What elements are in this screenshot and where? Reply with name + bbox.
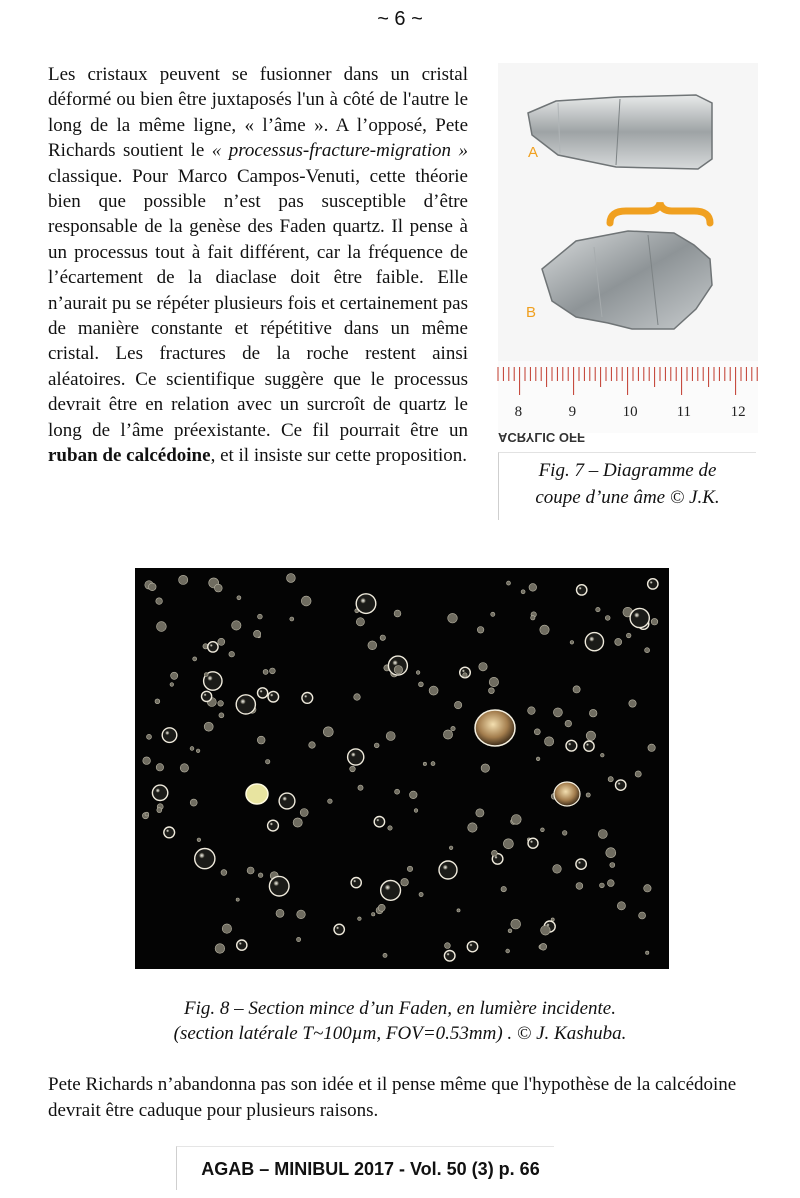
inclusion-bubble [156,598,163,605]
inclusion-highlight [568,742,572,746]
inclusion-bubble [529,584,537,592]
inclusion-bubble [584,741,594,751]
inclusion-bubble [218,701,224,707]
inclusion-bubble [443,730,452,739]
inclusion-bubble [356,594,376,614]
inclusion-bubble [395,789,400,794]
inclusion-bubble [358,917,362,921]
inclusion-highlight [634,612,641,619]
figure-8-caption-line2: (section latérale T~100µm, FOV=0.53mm) . © J. Kashuba. [173,1023,627,1044]
inclusion-bubble [180,764,188,772]
inclusion-highlight [469,943,473,947]
inclusion-bubble [468,823,477,832]
inclusion-bubble [570,641,574,645]
inclusion-bubble [388,826,392,830]
bright-yellow-inclusion [246,784,268,804]
inclusion-bubble [149,583,157,591]
inclusion-bubble [171,672,178,679]
inclusion-bubble [157,622,167,632]
inclusion-bubble [648,744,655,751]
inclusion-highlight [270,693,274,697]
paragraph-intro: Les cristaux peuvent se fusionner dans un cristal déformé ou bien être juxtaposés l'un à côté de l'autre le long de la même ligne, « l’âme ». A l’opposé, Pete Richards soutient le [48,64,468,162]
inclusion-highlight [384,884,391,891]
inclusion-bubble [576,859,586,869]
inclusion-bubble [553,865,562,874]
paragraph-term: « processus-fracture-migration » [211,140,468,162]
inclusion-bubble [457,909,460,912]
inclusion-bubble [219,713,224,718]
inclusion-bubble [448,613,458,623]
inclusion-bubble [197,838,201,842]
inclusion-bubble [573,686,580,693]
inclusion-bubble [416,671,420,675]
inclusion-highlight [446,952,450,956]
inclusion-bubble [511,815,521,825]
inclusion-bubble [444,951,455,962]
inclusion-bubble [258,614,263,619]
figure-7-caption [498,452,756,520]
inclusion-highlight [166,829,170,833]
inclusion-bubble [143,757,151,765]
inclusion-highlight [351,752,357,758]
inclusion-bubble [190,799,197,806]
inclusion-bubble [541,828,545,832]
inclusion-highlight [259,690,263,694]
inclusion-bubble [374,743,379,748]
inclusion-bubble [218,638,225,645]
inclusion-bubble [297,937,301,941]
inclusion-bubble [247,867,254,874]
inclusion-bubble [196,749,200,753]
inclusion-bubble [605,616,610,621]
inclusion-bubble [155,699,160,704]
inclusion-highlight [210,644,214,648]
ruler-number: 11 [676,404,692,420]
inclusion-bubble [237,940,247,950]
inclusion-highlight [155,788,160,793]
inclusion-bubble [293,818,302,827]
paragraph-middle: classique. Pour Marco Campos-Venuti, cette théorie bien que possible n’est pas susceptible d’être responsable de la genèse des Faden quartz. Il pense à un processus tout à fait différent, car la fréquence de l’écartement de la diaclase doit être faible. Elle n’aurait pu se répéter plusieurs fois et certainement pas de manière constante et répétitive dans un même cristal. Les fractures de la roche restent ainsi aléatoires. Ce scientifique suggère que le processus devrait être en relation avec un surcroît de quartz le long de l’âme préexistante. Ce fil pourrait être un [48,165,468,441]
ruler-number: 12 [730,404,746,420]
inclusion-right [554,782,580,806]
inclusion-bubble [586,731,595,740]
inclusion-bubble [236,898,239,901]
inclusion-bubble [268,820,279,831]
inclusion-bubble [380,635,385,640]
inclusion-highlight [353,879,357,883]
inclusion-bubble [401,878,409,886]
main-paragraph [48,62,468,469]
inclusion-bubble [356,618,364,626]
inclusion-bubble [540,943,547,950]
inclusion-highlight [304,694,308,698]
inclusion-bubble [328,799,333,804]
inclusion-bubble [190,747,194,751]
inclusion-bubble [608,777,613,782]
inclusion-bubble [269,876,289,896]
inclusion-bubble [179,575,188,584]
inclusion-bubble [419,892,423,896]
inclusion-highlight [376,818,380,822]
inclusion-bubble [540,625,549,634]
inclusion-bubble [596,607,600,611]
micrograph-illustration [135,568,669,969]
inclusion-bubble [528,707,536,715]
inclusion-bubble [157,808,162,813]
inclusion-bubble [236,695,255,714]
ruler-number: 8 [514,404,523,420]
inclusion-bubble [531,616,535,620]
inclusion-bubble [601,753,605,757]
inclusion-bubble [276,909,284,917]
ruler-brand: ACRYLIC OFF [498,430,585,445]
inclusion-bubble [528,838,538,848]
inclusion-bubble [585,633,603,651]
inclusion-bubble [215,944,225,954]
inclusion-bubble [521,590,525,594]
inclusion-bubble [577,585,587,595]
inclusion-bubble [492,850,498,856]
inclusion-highlight [239,942,243,946]
inclusion-bubble [279,793,295,809]
inclusion-bubble [254,630,261,637]
inclusion-bubble [414,809,418,813]
inclusion-bubble [350,766,356,772]
inclusion-bubble [615,638,622,645]
inclusion-highlight [462,669,466,673]
inclusion-bubble [204,673,208,677]
inclusion-bubble [170,683,174,687]
inclusion-bubble [221,870,227,876]
inclusion-bubble [454,701,461,708]
large-inclusion [475,710,515,746]
inclusion-bubble [616,780,626,790]
inclusion-bubble [511,919,521,929]
inclusion-highlight [273,880,280,887]
inclusion-bubble [476,809,484,817]
inclusion-bubble [481,764,489,772]
inclusion-bubble [479,663,487,671]
inclusion-bubble [195,849,215,869]
inclusion-highlight [165,730,170,735]
inclusion-bubble [145,812,149,816]
inclusion-bubble [576,883,583,890]
inclusion-bubble [301,596,311,606]
closing-paragraph: Pete Richards n’abandonna pas son idée et il pense même que l'hypothèse de la calcédoine devrait être caduque pour plusieurs raisons. [48,1074,737,1121]
inclusion-bubble [545,737,554,746]
inclusion-bubble [639,912,646,919]
inclusion-bubble [445,943,451,949]
inclusion-bubble [302,693,313,704]
inclusion-highlight [589,636,595,642]
inclusion-bubble [258,873,263,878]
inclusion-bubble [431,762,435,766]
inclusion-bubble [467,941,477,951]
inclusion-highlight [586,743,590,747]
inclusion-bubble [354,694,361,701]
inclusion-bubble [506,949,510,953]
inclusion-bubble [257,736,265,744]
inclusion-bubble [202,691,212,701]
inclusion-bubble [553,708,562,717]
inclusion-bubble [586,793,590,797]
crystal-ruler-illustration [498,63,758,445]
inclusion-bubble [394,610,401,617]
inclusion-bubble [258,688,268,698]
inclusion-bubble [626,633,631,638]
inclusion-bubble [378,904,385,911]
inclusion-bubble [600,883,605,888]
ruler-number: 9 [568,404,577,420]
inclusion-bubble [463,673,467,677]
inclusion-highlight [578,587,582,591]
inclusion-bubble [323,727,333,737]
inclusion-bubble [648,579,658,589]
inclusion-bubble [477,627,484,634]
inclusion-bubble [617,902,625,910]
inclusion-highlight [578,861,582,865]
inclusion-highlight [240,698,247,705]
inclusion-bubble [208,642,218,652]
inclusion-bubble [610,863,615,868]
inclusion-bubble [646,951,649,954]
inclusion-bubble [629,700,636,707]
figure-8-caption-line1: Fig. 8 – Section mince d’un Faden, en lumière incidente. [184,998,616,1019]
inclusion-bubble [268,691,279,702]
inclusion-bubble [534,729,540,735]
inclusion-bubble [263,669,268,674]
inclusion-bubble [565,720,572,727]
footer: AGAB – MINIBUL 2017 - Vol. 50 (3) p. 66 [176,1146,554,1190]
inclusion-bubble [508,929,512,933]
inclusion-highlight [198,852,205,859]
paragraph-end: , et il insiste sur cette proposition. [210,445,468,467]
inclusion-bubble [491,612,495,616]
inclusion-bubble [630,608,649,627]
inclusion-bubble [152,785,167,800]
inclusion-bubble [309,742,316,749]
inclusion-bubble [348,749,364,765]
inclusion-bubble [606,848,616,858]
inclusion-bubble [501,886,506,891]
inclusion-highlight [649,581,653,585]
inclusion-bubble [645,648,650,653]
figure-7-caption-line2: coupe d’une âme © J.K. [535,487,720,508]
inclusion-bubble [162,728,177,743]
inclusion-highlight [617,782,621,786]
inclusion-bubble [449,846,453,850]
inclusion-bubble [489,677,498,686]
inclusion-bubble [222,924,231,933]
inclusion-bubble [451,726,455,730]
inclusion-bubble [386,732,395,741]
inclusion-bubble [423,762,426,765]
inclusion-bubble [598,830,607,839]
page-number: ~ 6 ~ [377,8,423,30]
inclusion-bubble [589,709,597,717]
figure-8-caption [60,996,740,1046]
inclusion-bubble [372,913,375,916]
inclusion-bubble [270,668,276,674]
inclusion-bubble [290,617,294,621]
inclusion-bubble [368,641,377,650]
ruler-number: 10 [622,404,638,420]
inclusion-bubble [229,651,235,657]
inclusion-bubble [297,910,306,919]
inclusion-bubble [419,682,424,687]
inclusion-bubble [374,817,384,827]
inclusion-highlight [203,693,207,697]
inclusion-bubble [334,924,344,934]
inclusion-bubble [300,809,308,817]
inclusion-bubble [358,785,363,790]
inclusion-highlight [360,597,367,604]
paragraph-bold-term: ruban de calcédoine [48,445,211,467]
figure-8-photo [135,568,669,969]
inclusion-bubble [410,791,418,799]
label-a: A [528,144,539,161]
inclusion-bubble [541,926,551,936]
inclusion-bubble [562,831,567,836]
inclusion-highlight [336,926,340,930]
inclusion-bubble [381,881,401,901]
inclusion-bubble [147,734,152,739]
inclusion-bubble [383,953,387,957]
inclusion-bubble [193,657,197,661]
inclusion-bubble [566,740,577,751]
inclusion-bubble [266,760,270,764]
inclusion-bubble [507,581,511,585]
inclusion-highlight [530,840,534,844]
inclusion-bubble [351,878,361,888]
inclusion-bubble [394,666,402,674]
inclusion-bubble [489,688,495,694]
inclusion-bubble [164,827,175,838]
figure-7-caption-line1: Fig. 7 – Diagramme de [538,460,717,481]
inclusion-highlight [282,796,288,802]
inclusion-bubble [635,771,641,777]
inclusion-bubble [232,621,241,630]
inclusion-bubble [651,618,658,625]
inclusion-bubble [503,839,513,849]
inclusion-bubble [439,861,457,879]
inclusion-bubble [214,584,222,592]
inclusion-bubble [204,722,213,731]
inclusion-bubble [156,764,163,771]
inclusion-bubble [429,686,438,695]
inclusion-highlight [270,822,274,826]
inclusion-bubble [237,596,241,600]
inclusion-bubble [644,885,651,892]
inclusion-highlight [442,864,448,870]
label-b: B [526,304,537,321]
inclusion-bubble [607,880,614,887]
inclusion-bubble [287,574,296,583]
inclusion-bubble [407,866,412,871]
inclusion-bubble [536,757,540,761]
inclusion-highlight [392,660,399,667]
figure-7-photo [498,63,758,445]
